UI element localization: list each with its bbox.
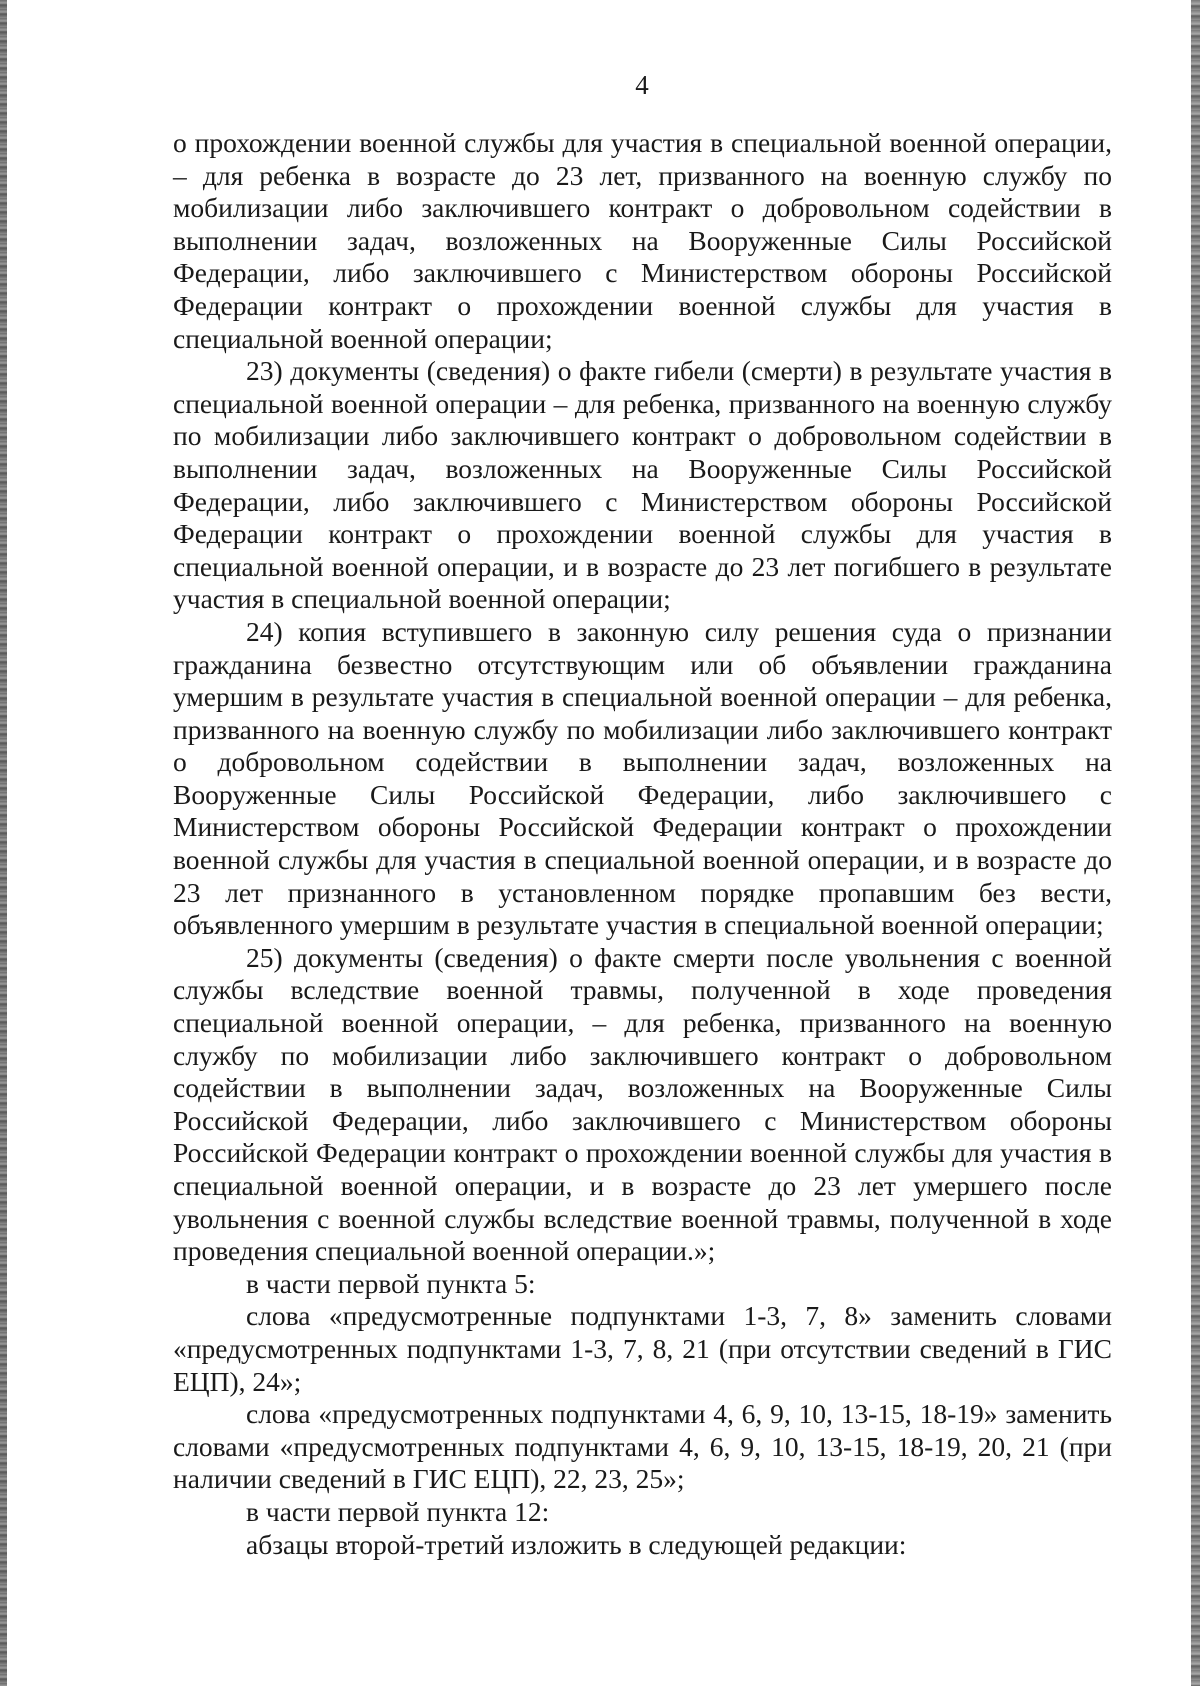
paragraph-clause-12-change: абзацы второй-третий изложить в следующей редакции: xyxy=(246,1528,907,1560)
document-body xyxy=(173,127,1112,1561)
paragraph-item-24: 24) копия вступившего в законную силу решения суда о признании гражданина безвестно отсутствующим или об объявлении гражданина умершим в результате участия в специальной военной операции – для ребенка, призванного на военную службу по мобилизации либо заключившего контракт о добровольном содействии в выполнении задач, возложенных на Вооруженные Силы Российской Федерации, либо заключившего с Министерством обороны Российской Федерации контракт о прохождении военной службы для участия в специальной военной операции, и в возрасте до 23 лет признанного в установленном порядке пропавшим без вести, объявленного умершим в результате участия в специальной военной операции; xyxy=(173,615,1112,941)
scan-edge-left xyxy=(0,0,7,1686)
paragraph-clause-12-heading: в части первой пункта 12: xyxy=(246,1495,550,1527)
paragraph-clause-5-first-change: слова «предусмотренные подпунктами 1-3, 7, 8» заменить словами «предусмотренных подпунктами 1-3, 7, 8, 21 (при отсутствии сведений в ГИС ЕЦП), 24»; xyxy=(173,1300,1112,1397)
paragraph-continuation: о прохождении военной службы для участия в специальной военной операции, – для ребенка в возрасте до 23 лет, призванного на военную службу по мобилизации либо заключившего контракт о добровольном содействии в выполнении задач, возложенных на Вооруженные Силы Российской Федерации, либо заключившего с Министерством обороны Российской Федерации контракт о прохождении военной службы для участия в специальной военной операции; xyxy=(173,127,1112,354)
paragraph-item-23: 23) документы (сведения) о факте гибели (смерти) в результате участия в специальной военной операции – для ребенка, призванного на военную службу по мобилизации либо заключившего контракт о добровольном содействии в выполнении задач, возложенных на Вооруженные Силы Российской Федерации, либо заключившего с Министерством обороны Российской Федерации контракт о прохождении военной службы для участия в специальной военной операции, и в возрасте до 23 лет погибшего в результате участия в специальной военной операции; xyxy=(173,355,1112,615)
scan-edge-right xyxy=(1191,0,1200,1686)
paragraph-clause-5-heading: в части первой пункта 5: xyxy=(246,1267,536,1299)
paragraph-clause-5-second-change: слова «предусмотренных подпунктами 4, 6, 9, 10, 13-15, 18-19» заменить словами «предусмотренных подпунктами 4, 6, 9, 10, 13-15, 18-19, 20, 21 (при наличии сведений в ГИС ЕЦП), 22, 23, 25»; xyxy=(173,1398,1112,1495)
paragraph-item-25: 25) документы (сведения) о факте смерти после увольнения с военной службы вследствие военной травмы, полученной в ходе проведения специальной военной операции, – для ребенка, призванного на военную службу по мобилизации либо заключившего контракт о добровольном содействии в выполнении задач, возложенных на Вооруженные Силы Российской Федерации, либо заключившего с Министерством обороны Российской Федерации контракт о прохождении военной службы для участия в специальной военной операции, и в возрасте до 23 лет умершего после увольнения с военной службы вследствие военной травмы, полученной в ходе проведения специальной военной операции.»; xyxy=(173,941,1112,1267)
page-number: 4 xyxy=(635,70,649,100)
